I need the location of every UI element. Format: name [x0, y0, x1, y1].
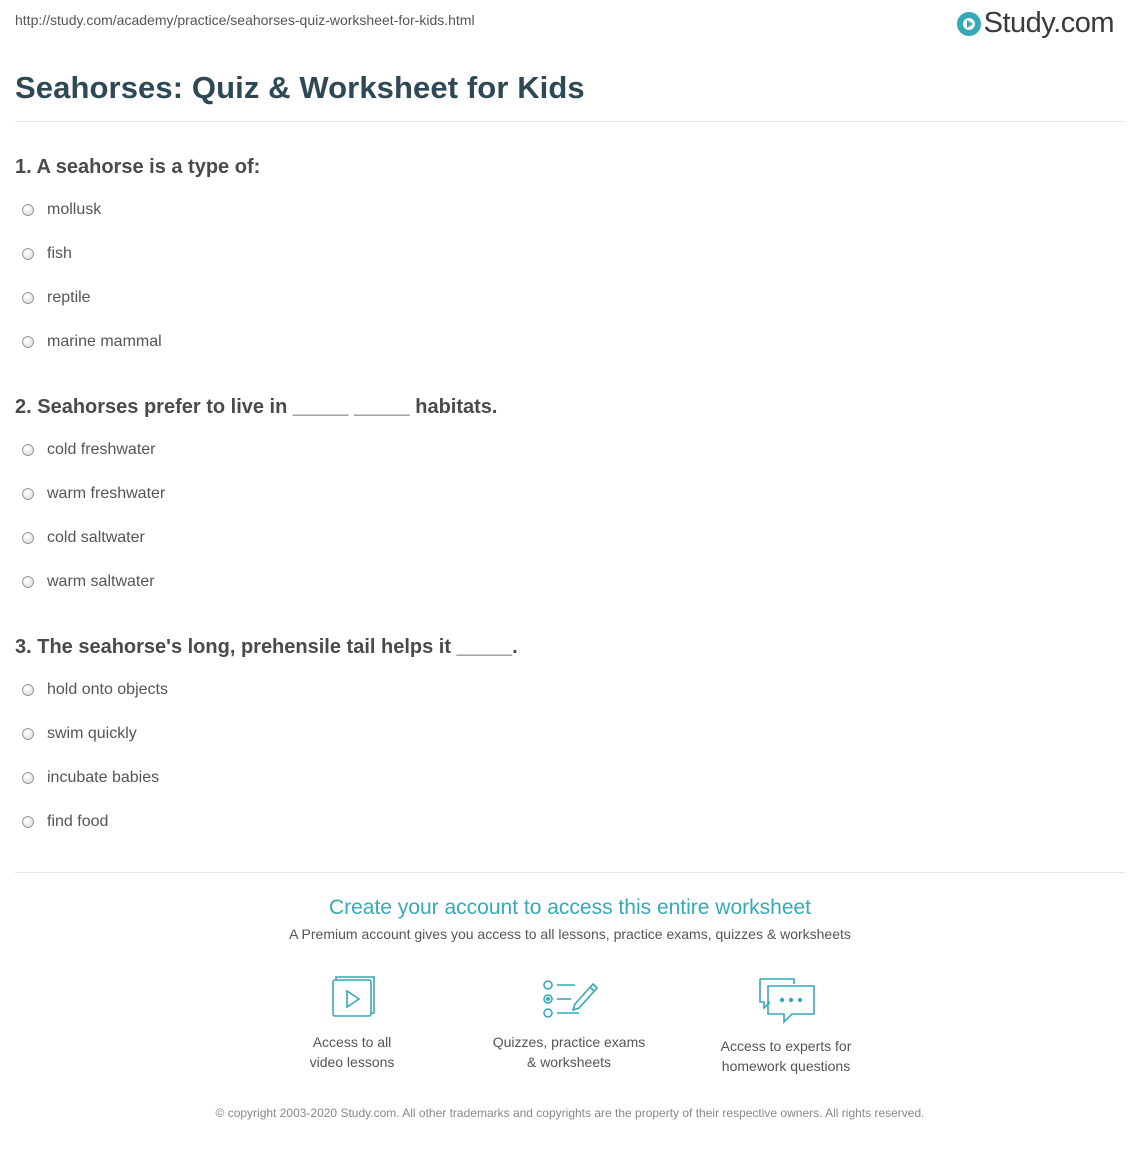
question-3-prompt: 3. The seahorse's long, prehensile tail helps it _____. — [15, 636, 518, 658]
answer-option[interactable] — [22, 527, 145, 549]
answer-option[interactable] — [22, 679, 168, 701]
answer-option[interactable] — [22, 483, 165, 505]
radio-button[interactable] — [22, 772, 34, 784]
radio-button[interactable] — [22, 728, 34, 740]
answer-label: hold onto objects — [47, 681, 168, 698]
feature-label: Access to all video lessons — [309, 1034, 395, 1070]
radio-button[interactable] — [22, 488, 34, 500]
radio-button[interactable] — [22, 684, 34, 696]
radio-button[interactable] — [22, 576, 34, 588]
radio-button[interactable] — [22, 532, 34, 544]
answer-label: fish — [47, 245, 72, 262]
answer-option[interactable] — [22, 767, 159, 789]
question-2-prompt: 2. Seahorses prefer to live in _____ _____ habitats. — [15, 396, 498, 418]
answer-label: incubate babies — [47, 769, 160, 786]
radio-button[interactable] — [22, 444, 34, 456]
question-1-prompt: 1. A seahorse is a type of: — [15, 156, 261, 178]
page-url[interactable]: http://study.com/academy/practice/seahorses-quiz-worksheet-for-kids.html — [15, 12, 475, 28]
copyright-text: © copyright 2003-2020 Study.com. All other trademarks and copyrights are the property of their respective owners. All rights reserved. — [215, 1106, 925, 1120]
answer-label: warm saltwater — [47, 573, 155, 590]
answer-option[interactable] — [22, 723, 137, 745]
logo-text: Study.com — [983, 7, 1114, 39]
top-bar — [0, 0, 1140, 48]
cta-subtitle: A Premium account gives you access to all lessons, practice exams, quizzes & worksheets — [289, 926, 851, 942]
answer-label: mollusk — [47, 201, 102, 218]
answer-option[interactable] — [22, 571, 155, 593]
answer-option[interactable] — [22, 199, 101, 221]
answer-label: marine mammal — [47, 333, 162, 350]
feature-label: Quizzes, practice exams & worksheets — [492, 1034, 646, 1070]
answer-label: swim quickly — [47, 725, 137, 742]
study-play-icon — [957, 12, 981, 36]
radio-button[interactable] — [22, 336, 34, 348]
answer-label: find food — [47, 813, 109, 830]
radio-button[interactable] — [22, 292, 34, 304]
radio-button[interactable] — [22, 816, 34, 828]
quiz-checklist-icon — [539, 976, 599, 1022]
radio-button[interactable] — [22, 248, 34, 260]
chat-experts-icon — [754, 976, 818, 1026]
study-logo[interactable] — [957, 6, 1114, 40]
radio-button[interactable] — [22, 204, 34, 216]
section-divider — [15, 872, 1125, 873]
title-divider — [15, 121, 1125, 122]
page-title: Seahorses: Quiz & Worksheet for Kids — [15, 70, 585, 105]
feature-video-lessons — [252, 976, 452, 1072]
answer-label: reptile — [47, 289, 91, 306]
answer-label: cold freshwater — [47, 441, 156, 458]
video-lessons-icon — [322, 976, 382, 1022]
feature-label: Access to experts for homework questions — [720, 1038, 852, 1074]
answer-option[interactable] — [22, 243, 72, 265]
answer-option[interactable] — [22, 287, 91, 309]
answer-label: warm freshwater — [47, 485, 166, 502]
answer-option[interactable] — [22, 811, 108, 833]
feature-quizzes — [469, 976, 669, 1072]
answer-label: cold saltwater — [47, 529, 145, 546]
cta-title-link[interactable]: Create your account to access this entire worksheet — [328, 896, 812, 919]
answer-option[interactable] — [22, 439, 156, 461]
feature-experts — [686, 976, 886, 1076]
answer-option[interactable] — [22, 331, 162, 353]
